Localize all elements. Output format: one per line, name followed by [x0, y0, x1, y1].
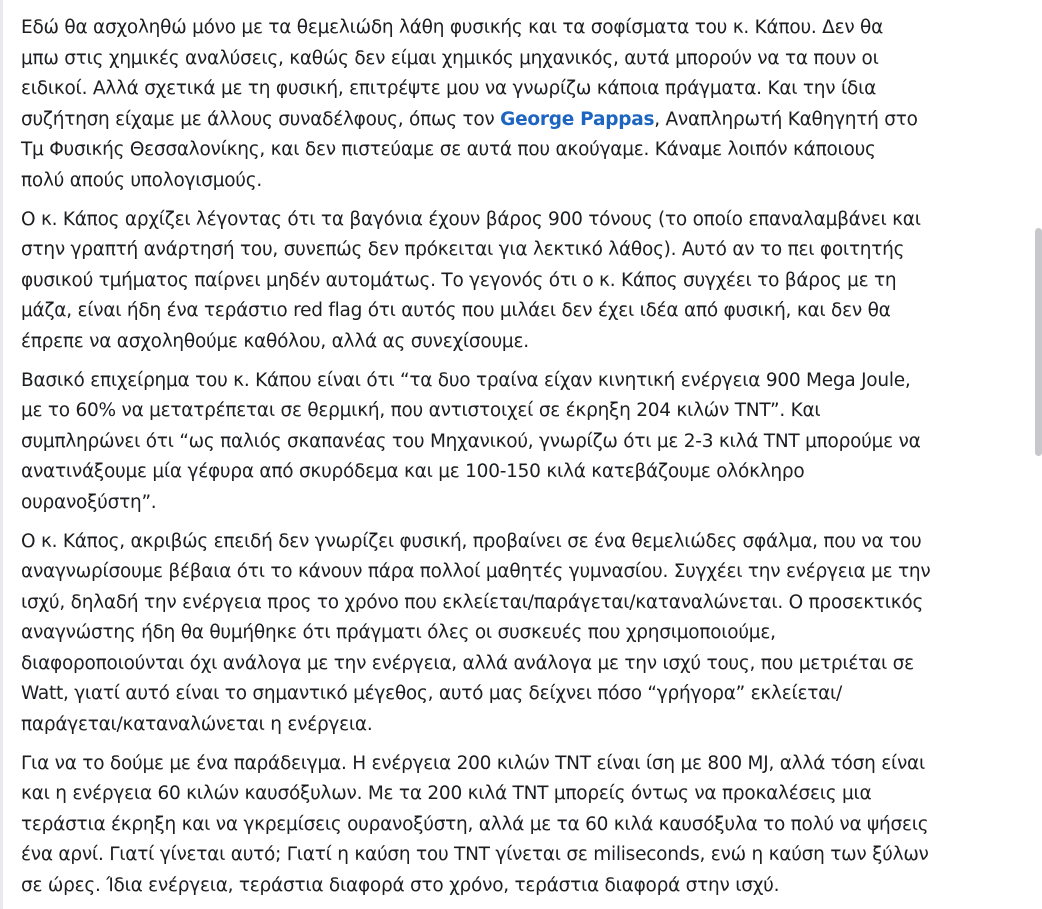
paragraph-1-text-start: Εδώ θα ασχοληθώ μόνο με τα θεμελιώδη λάθη φυσικής και τα σοφίσματα του κ. Κάπου. Δεν θα μπω στις χημικές αναλύσεις, καθώς δεν είμαι χημικός μηχανικός, αυτά μπορούν να τα πουν οι ειδικοί. Αλλά σχετικά με τη φυσική, επιτρέψτε μου να γνωρίζω κάποια πράγματα. Και την ίδια συζήτηση είχαμε με άλλους συναδέλφους, όπως τον [21, 17, 884, 130]
left-panel-edge [0, 0, 3, 909]
post-body [21, 13, 1031, 909]
vertical-scrollbar-thumb[interactable] [1035, 228, 1042, 456]
post-paragraph-4: Ο κ. Κάπος, ακριβώς επειδή δεν γνωρίζει φυσική, προβαίνει σε ένα θεμελιώδες σφάλμα, που να του αναγνωρίσουμε βέβαια ότι το κάνουν πάρα πολλοί μαθητές γυμνασίου. Συγχέει την ενέργεια με την ισχύ, δηλαδή την ενέργεια προς το χρόνο που εκλείεται/παράγεται/καταναλώνεται. Ο προσεκτικός αναγνώστης ήδη θα θυμήθηκε ότι πράγματι όλες οι συσκευές που χρησιμοποιούμε, διαφοροποιούνται όχι ανάλογα με την ενέργεια, αλλά ανάλογα με την ισχύ τους, που μετριέται σε Watt, γιατί αυτό είναι το σημαντικό μέγεθος, αυτό μας δείχνει πόσο “γρήγορα” εκλείεται/ παράγεται/καταναλώνεται η ενέργεια. [21, 530, 931, 736]
mention-link-george-pappas[interactable]: George Pappas [500, 108, 655, 130]
post-paragraph-3: Βασικό επιχείρημα του κ. Κάπου είναι ότι “τα δυο τραίνα είχαν κινητική ενέργεια 900 Mega Joule, με το 60% να μετατρέπεται σε θερμική, που αντιστοιχεί σε έκρηξη 204 κιλών TNT”. Και συμπληρώνει ότι “ως παλιός σκαπανέας του Μηχανικού, γνωρίζω ότι με 2-3 κιλά TNT μπορούμε να ανατινάξουμε μία γέφυρα από σκυρόδεμα και με 100-150 κιλά κατεβάζουμε ολόκληρο ουρανοξύστη”. [21, 369, 921, 513]
post-paragraph-1 [21, 13, 1031, 197]
paragraph-1-text-end: , Αναπληρωτή Καθηγητή στο Τμ Φυσικής Θεσσαλονίκης, και δεν πιστεύαμε σε αυτά που ακούγαμε. Κάναμε λοιπόν κάποιους πολύ απούς υπολογισμούς. [21, 108, 918, 191]
post-paragraph-2: Ο κ. Κάπος αρχίζει λέγοντας ότι τα βαγόνια έχουν βάρος 900 τόνους (το οποίο επαναλαμβάνει και στην γραπτή ανάρτησή του, συνεπώς δεν πρόκειται για λεκτικό λάθος). Αυτό αν το πει φοιτητής φυσικού τμήματος παίρνει μηδέν αυτομάτως. Το γεγονός ότι ο κ. Κάπος συγχέει το βάρος με τη μάζα, είναι ήδη ένα τεράστιο red flag ότι αυτός που μιλάει δεν έχει ιδέα από φυσική, και δεν θα έπρεπε να ασχοληθούμε καθόλου, αλλά ας συνεχίσουμε. [21, 208, 921, 352]
post-paragraph-5: Για να το δούμε με ένα παράδειγμα. Η ενέργεια 200 κιλών TNT είναι ίση με 800 MJ, αλλά τόση είναι και η ενέργεια 60 κιλών καυσόξυλων. Με τα 200 κιλά TNT μπορείς όντως να προκαλέσεις μια τεράστια έκρηξη και να γκρεμίσεις ουρανοξύστη, αλλά με τα 60 κιλά καυσόξυλα το πολύ να ψήσεις ένα αρνί. Γιατί γίνεται αυτό; Γιατί η καύση του TNT γίνεται σε miliseconds, ενώ η καύση των ξύλων σε ώρες. Ίδια ενέργεια, τεράστια διαφορά στο χρόνο, τεράστια διαφορά στην ισχύ. [21, 752, 929, 897]
